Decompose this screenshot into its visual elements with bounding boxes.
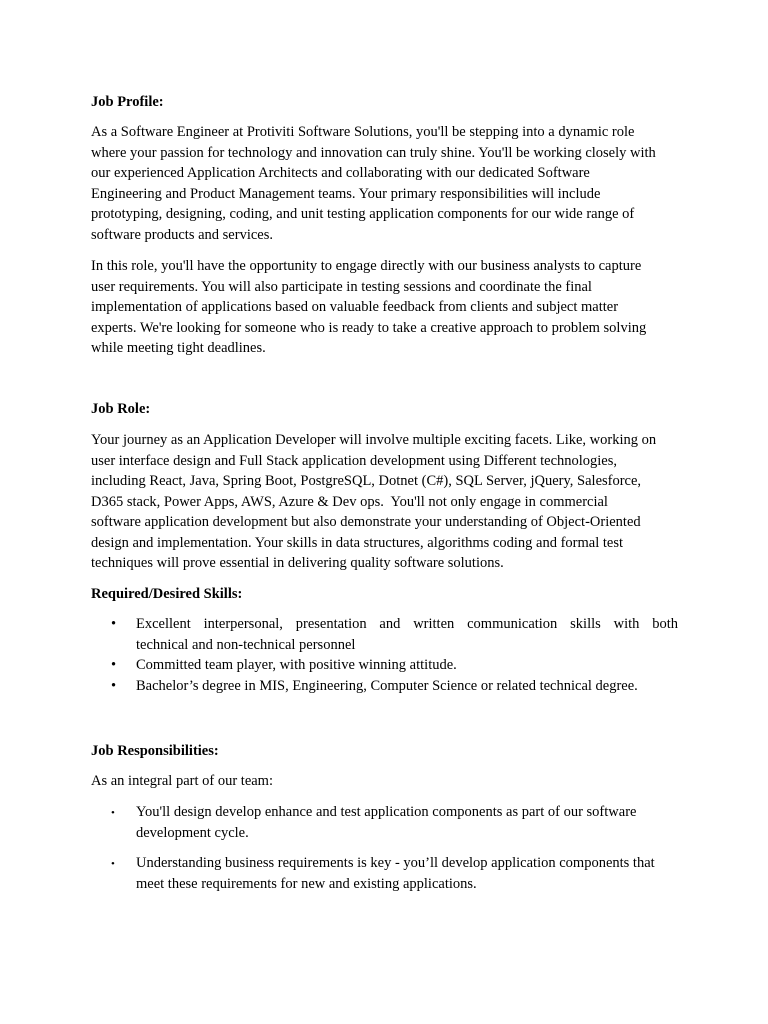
text-line: Excellent interpersonal, presentation and written communication skills with both: [136, 616, 678, 632]
text-line: while meeting tight deadlines.: [91, 340, 266, 356]
bullet-icon: •: [111, 807, 115, 819]
text-line: implementation of applications based on valuable feedback from clients and subject matter: [91, 299, 619, 315]
text-line: prototyping, designing, coding, and unit testing application components for our wide range of: [91, 206, 635, 222]
text-line: D365 stack, Power Apps, AWS, Azure & Dev ops. You'll not only engage in commercial: [91, 493, 608, 510]
text-line: design and implementation. Your skills in data structures, algorithms coding and formal test: [91, 534, 623, 551]
list-item-text: [136, 802, 678, 843]
bullet-icon: •: [111, 657, 117, 673]
text-line: experts. We're looking for someone who is ready to take a creative approach to problem solving: [91, 319, 647, 336]
text-line: You'll design develop enhance and test application components as part of our software: [136, 804, 637, 820]
job-role-paragraph: [91, 430, 678, 574]
job-profile-paragraph-1: [91, 122, 678, 245]
text-line: Bachelor’s degree in MIS, Engineering, Computer Science or related technical degree.: [136, 678, 638, 694]
text-line: As a Software Engineer at Protiviti Software Solutions, you'll be stepping into a dynamic role: [91, 124, 635, 140]
text-line: Your journey as an Application Developer will involve multiple exciting facets. Like, working on: [91, 432, 657, 448]
text-line: Engineering and Product Management teams. Your primary responsibilities will include: [91, 185, 601, 202]
text-line: software products and services.: [91, 226, 273, 243]
text-line: where your passion for technology and innovation can truly shine. You'll be working closely with: [91, 144, 656, 161]
text-line: techniques will prove essential in delivering quality software solutions.: [91, 555, 504, 571]
text-line: technical and non-technical personnel: [136, 636, 356, 653]
text-line: our experienced Application Architects and collaborating with our dedicated Software: [91, 165, 590, 181]
text-line: development cycle.: [136, 824, 249, 841]
text-line: user interface design and Full Stack application development using Different technologies,: [91, 452, 618, 469]
list-item-text: [136, 614, 678, 655]
bullet-icon: •: [111, 858, 115, 870]
job-profile-paragraph-2: [91, 256, 678, 359]
text-line: Committed team player, with positive winning attitude.: [136, 657, 457, 673]
text-line: Understanding business requirements is key - you’ll develop application components that: [136, 855, 655, 871]
text-line: In this role, you'll have the opportunity to engage directly with our business analysts to capture: [91, 258, 642, 274]
skills-heading: Required/Desired Skills:: [91, 586, 243, 602]
text-line: software application development but also demonstrate your understanding of Object-Oriented: [91, 514, 641, 530]
bullet-icon: •: [111, 678, 117, 694]
responsibilities-heading: Job Responsibilities:: [91, 743, 219, 759]
job-role-heading: Job Role:: [91, 401, 151, 417]
text-line: including React, Java, Spring Boot, PostgreSQL, Dotnet (C#), SQL Server, jQuery, Salesforce,: [91, 473, 642, 489]
text-line: meet these requirements for new and existing applications.: [136, 875, 477, 892]
list-item-text: [136, 676, 678, 697]
bullet-icon: •: [111, 616, 117, 632]
text-line: user requirements. You will also participate in testing sessions and coordinate the final: [91, 278, 592, 295]
list-item-text: [136, 655, 678, 676]
responsibilities-intro: [91, 771, 678, 792]
list-item-text: [136, 853, 678, 894]
text-line: As an integral part of our team:: [91, 773, 273, 789]
job-profile-heading: Job Profile:: [91, 94, 164, 110]
